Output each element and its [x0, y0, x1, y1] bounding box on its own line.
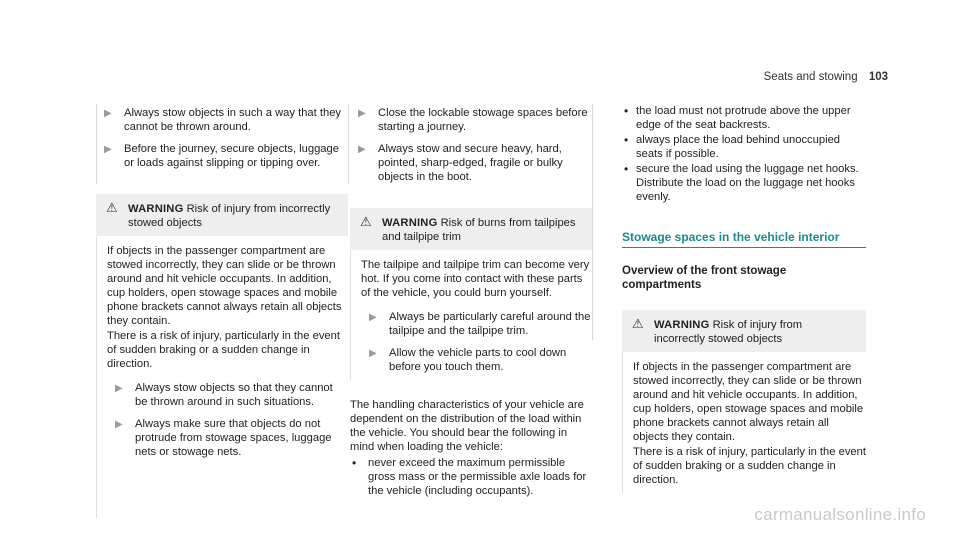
warning-title: Risk of burns from tailpipes and tailpipe trim	[382, 217, 576, 243]
section-title: Stowage spaces in the vehicle interior	[622, 230, 866, 248]
list-item: • always place the load behind unoccupied seats if possible.	[622, 133, 866, 161]
warning-body	[96, 236, 348, 518]
warning-paragraph: If objects in the passenger compartment are stowed incorrectly, they can slide or be thrown around and hit vehicle occupants. In addition, cup holders, open stowage spaces and mobile phone brackets cannot always retain all objects they contain.	[633, 361, 864, 443]
list-item: ▶ Before the journey, secure objects, luggage or loads against slipping or tipping over.	[104, 143, 339, 169]
list-item: ▶ Always stow objects in such a way that they cannot be thrown around.	[104, 107, 342, 133]
warning-header	[350, 208, 592, 250]
list-item: ▶ Allow the vehicle parts to cool down before you touch them.	[369, 347, 567, 373]
warning-icon: ⚠	[632, 316, 644, 331]
arrow-icon: ▶	[115, 383, 123, 394]
warning-box	[350, 208, 592, 380]
page-header	[764, 71, 888, 83]
list-item: ▶ Always stow and secure heavy, hard, pointed, sharp-edged, fragile or bulky objects in the boot.	[358, 143, 563, 183]
warning-title: Risk of injury from incorrectly stowed objects	[128, 203, 331, 229]
warning-box	[622, 310, 866, 493]
watermark: carmanualsonline.info	[754, 505, 926, 524]
arrow-icon: ▶	[115, 419, 123, 430]
body-paragraph: The handling characteristics of your vehicle are dependent on the distribution of the load within the vehicle. You should bear the following in mind when loading the vehicle:	[350, 399, 584, 453]
list-item: • never exceed the maximum permissible gross mass or the permissible axle loads for the vehicle (including occupants).	[350, 456, 592, 498]
warning-label: WARNING	[382, 217, 438, 229]
warning-paragraph: The tailpipe and tailpipe trim can become very hot. If you come into contact with these parts of the vehicle, you could burn yourself.	[361, 259, 590, 299]
warning-label: WARNING	[654, 319, 710, 331]
column-rule	[348, 104, 349, 184]
warning-label: WARNING	[128, 203, 184, 215]
warning-body	[350, 250, 592, 380]
subsection-title: Overview of the front stowage compartments	[622, 265, 787, 291]
list-item: • the load must not protrude above the upper edge of the seat backrests.	[622, 104, 866, 132]
arrow-icon: ▶	[358, 108, 366, 119]
arrow-icon: ▶	[369, 312, 377, 323]
list-item: • secure the load using the luggage net hooks. Distribute the load on the luggage net hooks evenly.	[622, 162, 866, 204]
page-number: 103	[868, 71, 888, 83]
warning-icon: ⚠	[106, 200, 118, 215]
warning-title: Risk of injury from incorrectly stowed objects	[654, 319, 803, 345]
arrow-icon: ▶	[104, 108, 112, 119]
arrow-icon: ▶	[369, 348, 377, 359]
warning-header	[96, 194, 348, 236]
column-2	[350, 104, 592, 498]
list-item: ▶ Close the lockable stowage spaces before starting a journey.	[358, 107, 588, 133]
arrow-icon: ▶	[358, 144, 366, 155]
warning-paragraph: There is a risk of injury, particularly in the event of sudden braking or a sudden change in direction.	[633, 446, 866, 486]
list-item: ▶ Always stow objects so that they cannot be thrown around in such situations.	[115, 382, 333, 408]
column-1	[96, 104, 348, 518]
warning-paragraph: There is a risk of injury, particularly in the event of sudden braking or a sudden change in direction.	[107, 330, 340, 370]
section-name: Seats and stowing	[763, 71, 858, 83]
arrow-icon: ▶	[104, 144, 112, 155]
column-3	[622, 104, 866, 493]
warning-header	[622, 310, 866, 352]
warning-body	[622, 352, 866, 493]
column-rule	[592, 104, 593, 340]
list-item: ▶ Always make sure that objects do not protrude from stowage spaces, luggage nets or stowage nets.	[115, 418, 332, 458]
warning-box	[96, 194, 348, 518]
list-item: ▶ Always be particularly careful around the tailpipe and the tailpipe trim.	[369, 311, 591, 337]
warning-icon: ⚠	[360, 214, 372, 229]
warning-paragraph: If objects in the passenger compartment are stowed incorrectly, they can slide or be thrown around and hit vehicle occupants. In addition, cup holders, open stowage spaces and mobile phone brackets cannot always retain all objects they contain.	[107, 245, 342, 327]
